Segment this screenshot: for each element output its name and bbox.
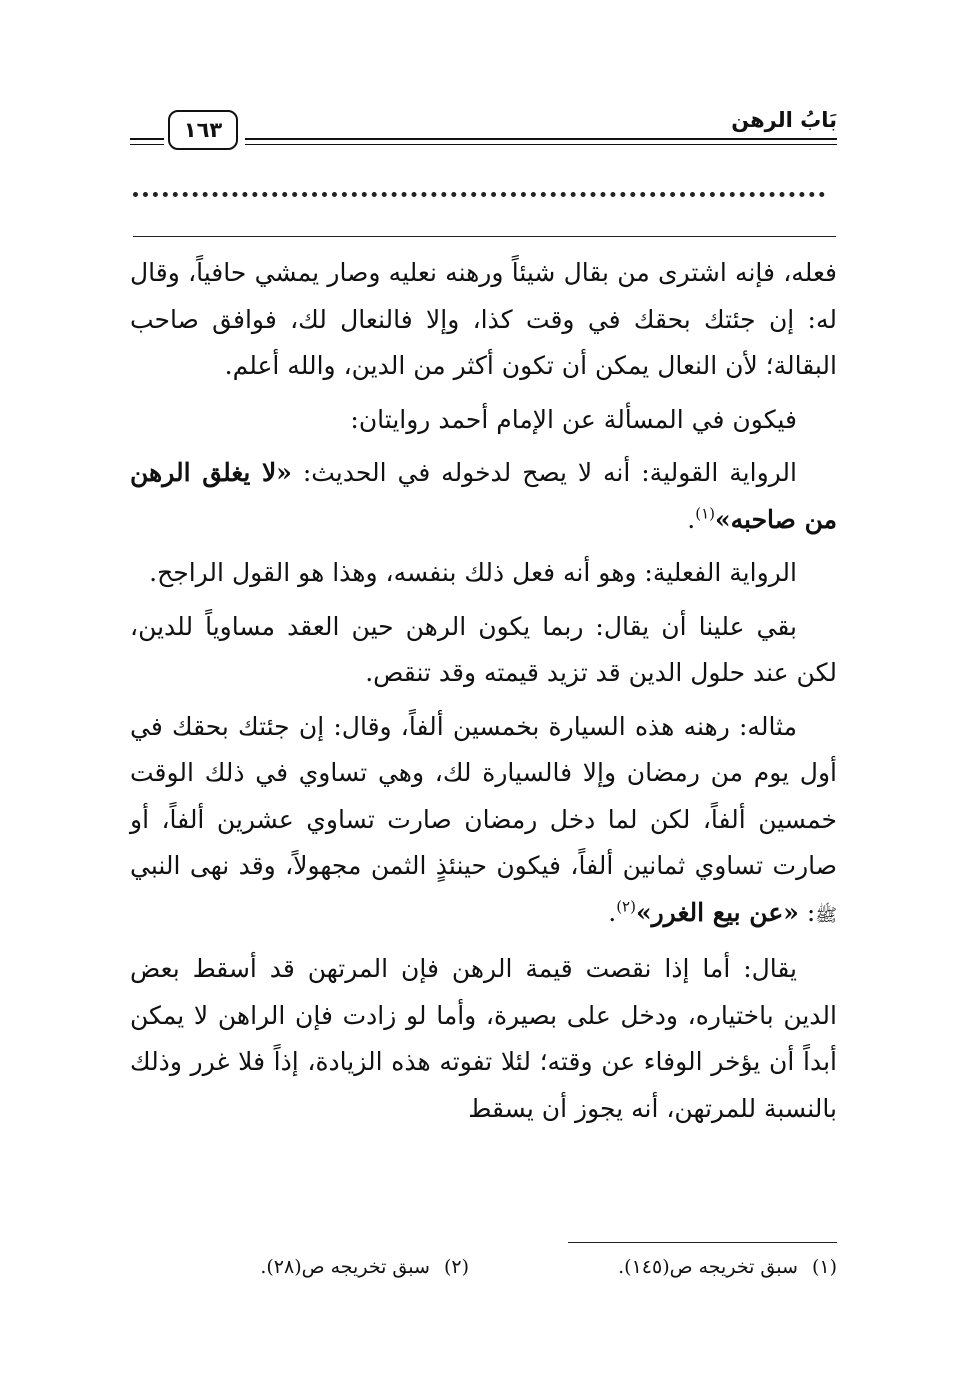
footnote: [260, 1256, 469, 1278]
hadith-quote: «عن بيع الغرر»: [635, 897, 799, 927]
footnote-text: سبق تخريجه ص(١٤٥).: [618, 1256, 798, 1278]
paragraph: فيكون في المسألة عن الإمام أحمد روايتان:: [350, 404, 797, 434]
page-header: [130, 100, 837, 160]
footnote-ref: (١): [695, 504, 715, 523]
footnote-rule: [568, 1242, 837, 1243]
hadith-quote: «لا يغلق الرهن من صاحبه»: [130, 458, 837, 534]
paragraph-text: مثاله: رهنه هذه السيارة بخمسين ألفاً، وقال: إن جئتك بحقك في أول يوم من رمضان وإلا فالسيارة لك، وهي تساوي في ذلك الوقت خمسين ألفاً، لكن لما دخل رمضان صارت تساوي عشرين ألفاً، أو صارت تساوي ثمانين ألفاً، فيكون حينئذٍ الثمن مجهولاً، وقد نهى النبي: [130, 711, 837, 880]
header-rule: [245, 138, 837, 140]
header-rule: [245, 144, 837, 145]
footnote-number: (١): [811, 1256, 837, 1278]
top-rule: [133, 236, 836, 237]
salla-glyph: ﷺ: [815, 904, 837, 926]
paragraph: الرواية الفعلية: وهو أنه فعل ذلك بنفسه، وهذا هو القول الراجح.: [149, 558, 797, 587]
paragraph: [130, 704, 837, 940]
footnote-ref: (٢): [616, 897, 636, 916]
paragraph-text: الرواية القولية: أنه لا يصح لدخوله في الحديث:: [291, 458, 797, 487]
paragraph-end: .: [687, 504, 696, 534]
paragraph: [130, 450, 837, 543]
footnote-text: سبق تخريجه ص(٢٨).: [260, 1256, 430, 1278]
paragraph-text: :: [798, 897, 816, 927]
main-text: [130, 250, 837, 1139]
dotted-separator: [133, 192, 825, 197]
paragraph-end: .: [608, 897, 617, 927]
header-rule: [130, 138, 164, 140]
footnote-number: (٢): [443, 1256, 469, 1278]
paragraph: فعله، فإنه اشترى من بقال شيئاً ورهنه نعليه وصار يمشي حافياً، وقال له: إن جئتك بحقك في وقت كذا، وإلا فالنعال لك، فوافق صاحب البقالة؛ لأن النعال يمكن أن تكون أكثر من الدين، والله أعلم.: [130, 258, 837, 380]
paragraph: يقال: أما إذا نقصت قيمة الرهن فإن المرتهن قد أسقط بعض الدين باختياره، ودخل على بصيرة، وأما لو زادت فإن الراهن لا يمكن أبداً أن يؤخر الوفاء عن وقته؛ لئلا تفوته هذه الزيادة، إذاً فلا غرر وذلك بالنسبة للمرتهن، أنه يجوز أن يسقط: [130, 954, 837, 1123]
footnotes: [130, 1256, 837, 1286]
paragraph: بقي علينا أن يقال: ربما يكون الرهن حين العقد مساوياً للدين، لكن عند حلول الدين قد تزيد قيمته وقد تنقص.: [130, 611, 837, 687]
chapter-title: بَابُ الرهن: [731, 108, 837, 132]
footnote: [618, 1256, 837, 1278]
header-rule: [130, 144, 164, 145]
page-number: ١٦٣: [168, 110, 238, 150]
